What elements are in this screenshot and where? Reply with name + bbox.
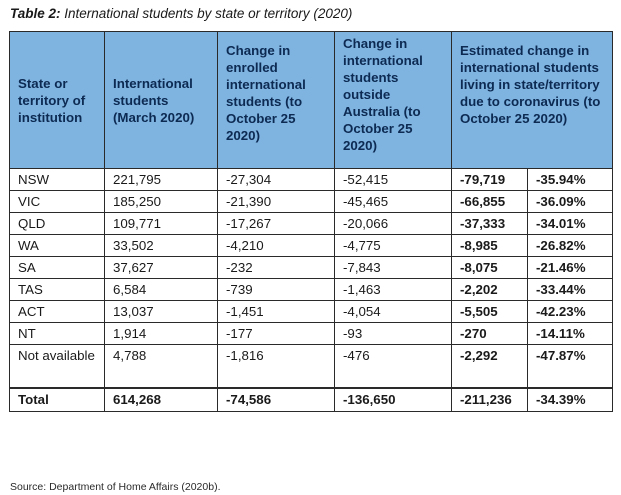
cell-state: QLD [10, 213, 105, 235]
cell-est-num: -5,505 [452, 301, 528, 323]
cell-est-pct: -26.82% [528, 235, 613, 257]
cell-state: Not available [10, 345, 105, 389]
table-row [10, 345, 613, 389]
table-row [10, 213, 613, 235]
header-outside: Change in international students outside Australia (to October 25 2020) [335, 32, 452, 169]
cell-outside: -45,465 [335, 191, 452, 213]
cell-est-pct: -47.87% [528, 345, 613, 389]
cell-enrolled: -21,390 [218, 191, 335, 213]
cell-enrolled: -4,210 [218, 235, 335, 257]
cell-est-num: -270 [452, 323, 528, 345]
cell-est-num: -79,719 [452, 169, 528, 191]
cell-est-pct: -14.11% [528, 323, 613, 345]
cell-est-num: -8,075 [452, 257, 528, 279]
cell-students: 33,502 [105, 235, 218, 257]
cell-est-pct: -34.01% [528, 213, 613, 235]
cell-est-num: -2,202 [452, 279, 528, 301]
table-row [10, 388, 613, 412]
cell-state: Total [10, 388, 105, 412]
cell-outside: -4,775 [335, 235, 452, 257]
cell-state: VIC [10, 191, 105, 213]
cell-state: ACT [10, 301, 105, 323]
cell-students: 13,037 [105, 301, 218, 323]
cell-est-pct: -21.46% [528, 257, 613, 279]
cell-outside: -4,054 [335, 301, 452, 323]
cell-enrolled: -232 [218, 257, 335, 279]
cell-students: 1,914 [105, 323, 218, 345]
header-students: International students (March 2020) [105, 32, 218, 169]
cell-students: 4,788 [105, 345, 218, 389]
header-enrolled: Change in enrolled international students (to October 25 2020) [218, 32, 335, 169]
table-row [10, 169, 613, 191]
cell-est-pct: -35.94% [528, 169, 613, 191]
cell-est-pct: -42.23% [528, 301, 613, 323]
cell-enrolled: -74,586 [218, 388, 335, 412]
cell-students: 614,268 [105, 388, 218, 412]
cell-enrolled: -27,304 [218, 169, 335, 191]
table-row [10, 257, 613, 279]
cell-est-pct: -33.44% [528, 279, 613, 301]
cell-est-num: -37,333 [452, 213, 528, 235]
table-row [10, 323, 613, 345]
table-row [10, 191, 613, 213]
table-row [10, 279, 613, 301]
cell-state: WA [10, 235, 105, 257]
cell-est-num: -211,236 [452, 388, 528, 412]
cell-state: SA [10, 257, 105, 279]
cell-enrolled: -17,267 [218, 213, 335, 235]
cell-enrolled: -177 [218, 323, 335, 345]
students-table [9, 31, 613, 412]
cell-students: 6,584 [105, 279, 218, 301]
cell-est-num: -8,985 [452, 235, 528, 257]
table-row [10, 235, 613, 257]
cell-outside: -1,463 [335, 279, 452, 301]
cell-outside: -136,650 [335, 388, 452, 412]
cell-outside: -20,066 [335, 213, 452, 235]
cell-est-num: -2,292 [452, 345, 528, 389]
cell-outside: -93 [335, 323, 452, 345]
cell-est-pct: -34.39% [528, 388, 613, 412]
cell-state: NT [10, 323, 105, 345]
cell-est-pct: -36.09% [528, 191, 613, 213]
header-estimated: Estimated change in international students living in state/territory due to coronavirus (to October 25 2020) [452, 32, 613, 169]
cell-est-num: -66,855 [452, 191, 528, 213]
cell-enrolled: -1,451 [218, 301, 335, 323]
cell-state: NSW [10, 169, 105, 191]
cell-outside: -52,415 [335, 169, 452, 191]
header-row [10, 32, 613, 169]
cell-outside: -7,843 [335, 257, 452, 279]
cell-students: 109,771 [105, 213, 218, 235]
header-state: State or territory of institution [10, 32, 105, 169]
cell-state: TAS [10, 279, 105, 301]
cell-enrolled: -739 [218, 279, 335, 301]
source-note: Source: Department of Home Affairs (2020b). [10, 481, 221, 493]
table-caption [10, 6, 352, 21]
caption-title: International students by state or territory (2020) [64, 6, 353, 21]
cell-students: 37,627 [105, 257, 218, 279]
cell-students: 185,250 [105, 191, 218, 213]
cell-outside: -476 [335, 345, 452, 389]
cell-enrolled: -1,816 [218, 345, 335, 389]
table-row [10, 301, 613, 323]
caption-label: Table 2: [10, 6, 61, 21]
cell-students: 221,795 [105, 169, 218, 191]
